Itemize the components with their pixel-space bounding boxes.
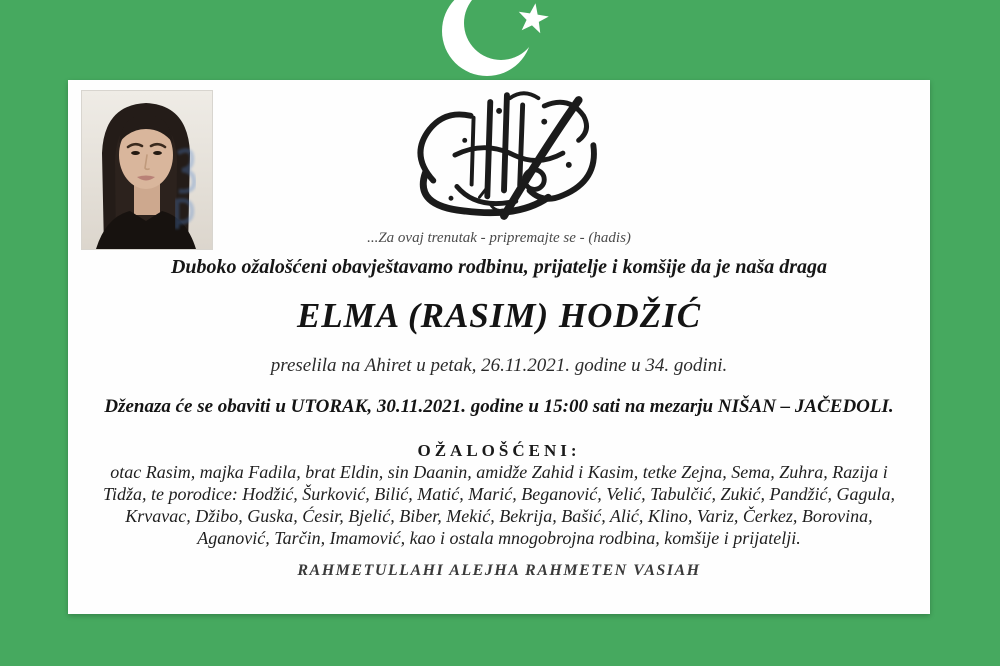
mourners-list [68,461,930,549]
closing-prayer-line: RAHMETULLAHI ALEJHA RAHMETEN VASIAH [297,562,701,579]
intro-line: Duboko ožalošćeni obavještavamo rodbinu, prijatelje i komšije da je naša draga [170,256,828,278]
mourners-line: Tidža, te porodice: Hodžić, Šurković, Bilić, Matić, Marić, Beganović, Velić, Tabulčić, Zukić, Pandžić, Gagula, [102,484,896,504]
hadis-quote: ...Za ovaj trenutak - pripremajte se - (hadis) [367,230,631,246]
mourners-line: Aganović, Tarčin, Imamović, kao i ostala mnogobrojna rodbina, komšije i prijatelji. [197,528,801,548]
mourners-heading: OŽALOŠĆENI: [417,441,581,460]
arabic-calligraphy-image [396,86,612,230]
memorial-card [68,80,930,614]
mourners-line: Krvavac, Džibo, Guska, Ćesir, Bjelić, Biber, Mekić, Bekrija, Bašić, Alić, Klino, Variz, Čerkez, Borovina, [125,506,873,526]
mourners-line: otac Rasim, majka Fadila, brat Eldin, sin Daanin, amidže Zahid i Kasim, tetke Zejna, Sema, Zuhra, Razija i [110,462,888,482]
deceased-name: ELMA (RASIM) HODŽIĆ [296,296,702,335]
death-date-line: preselila na Ahiret u petak, 26.11.2021. godine u 34. godini. [270,355,728,376]
crescent-star-icon [438,0,558,80]
funeral-info-line: Dženaza će se obaviti u UTORAK, 30.11.2021. godine u 15:00 sati na mezarju NIŠAN – JAČEDOLI. [104,396,894,417]
portrait-photo [81,90,213,250]
